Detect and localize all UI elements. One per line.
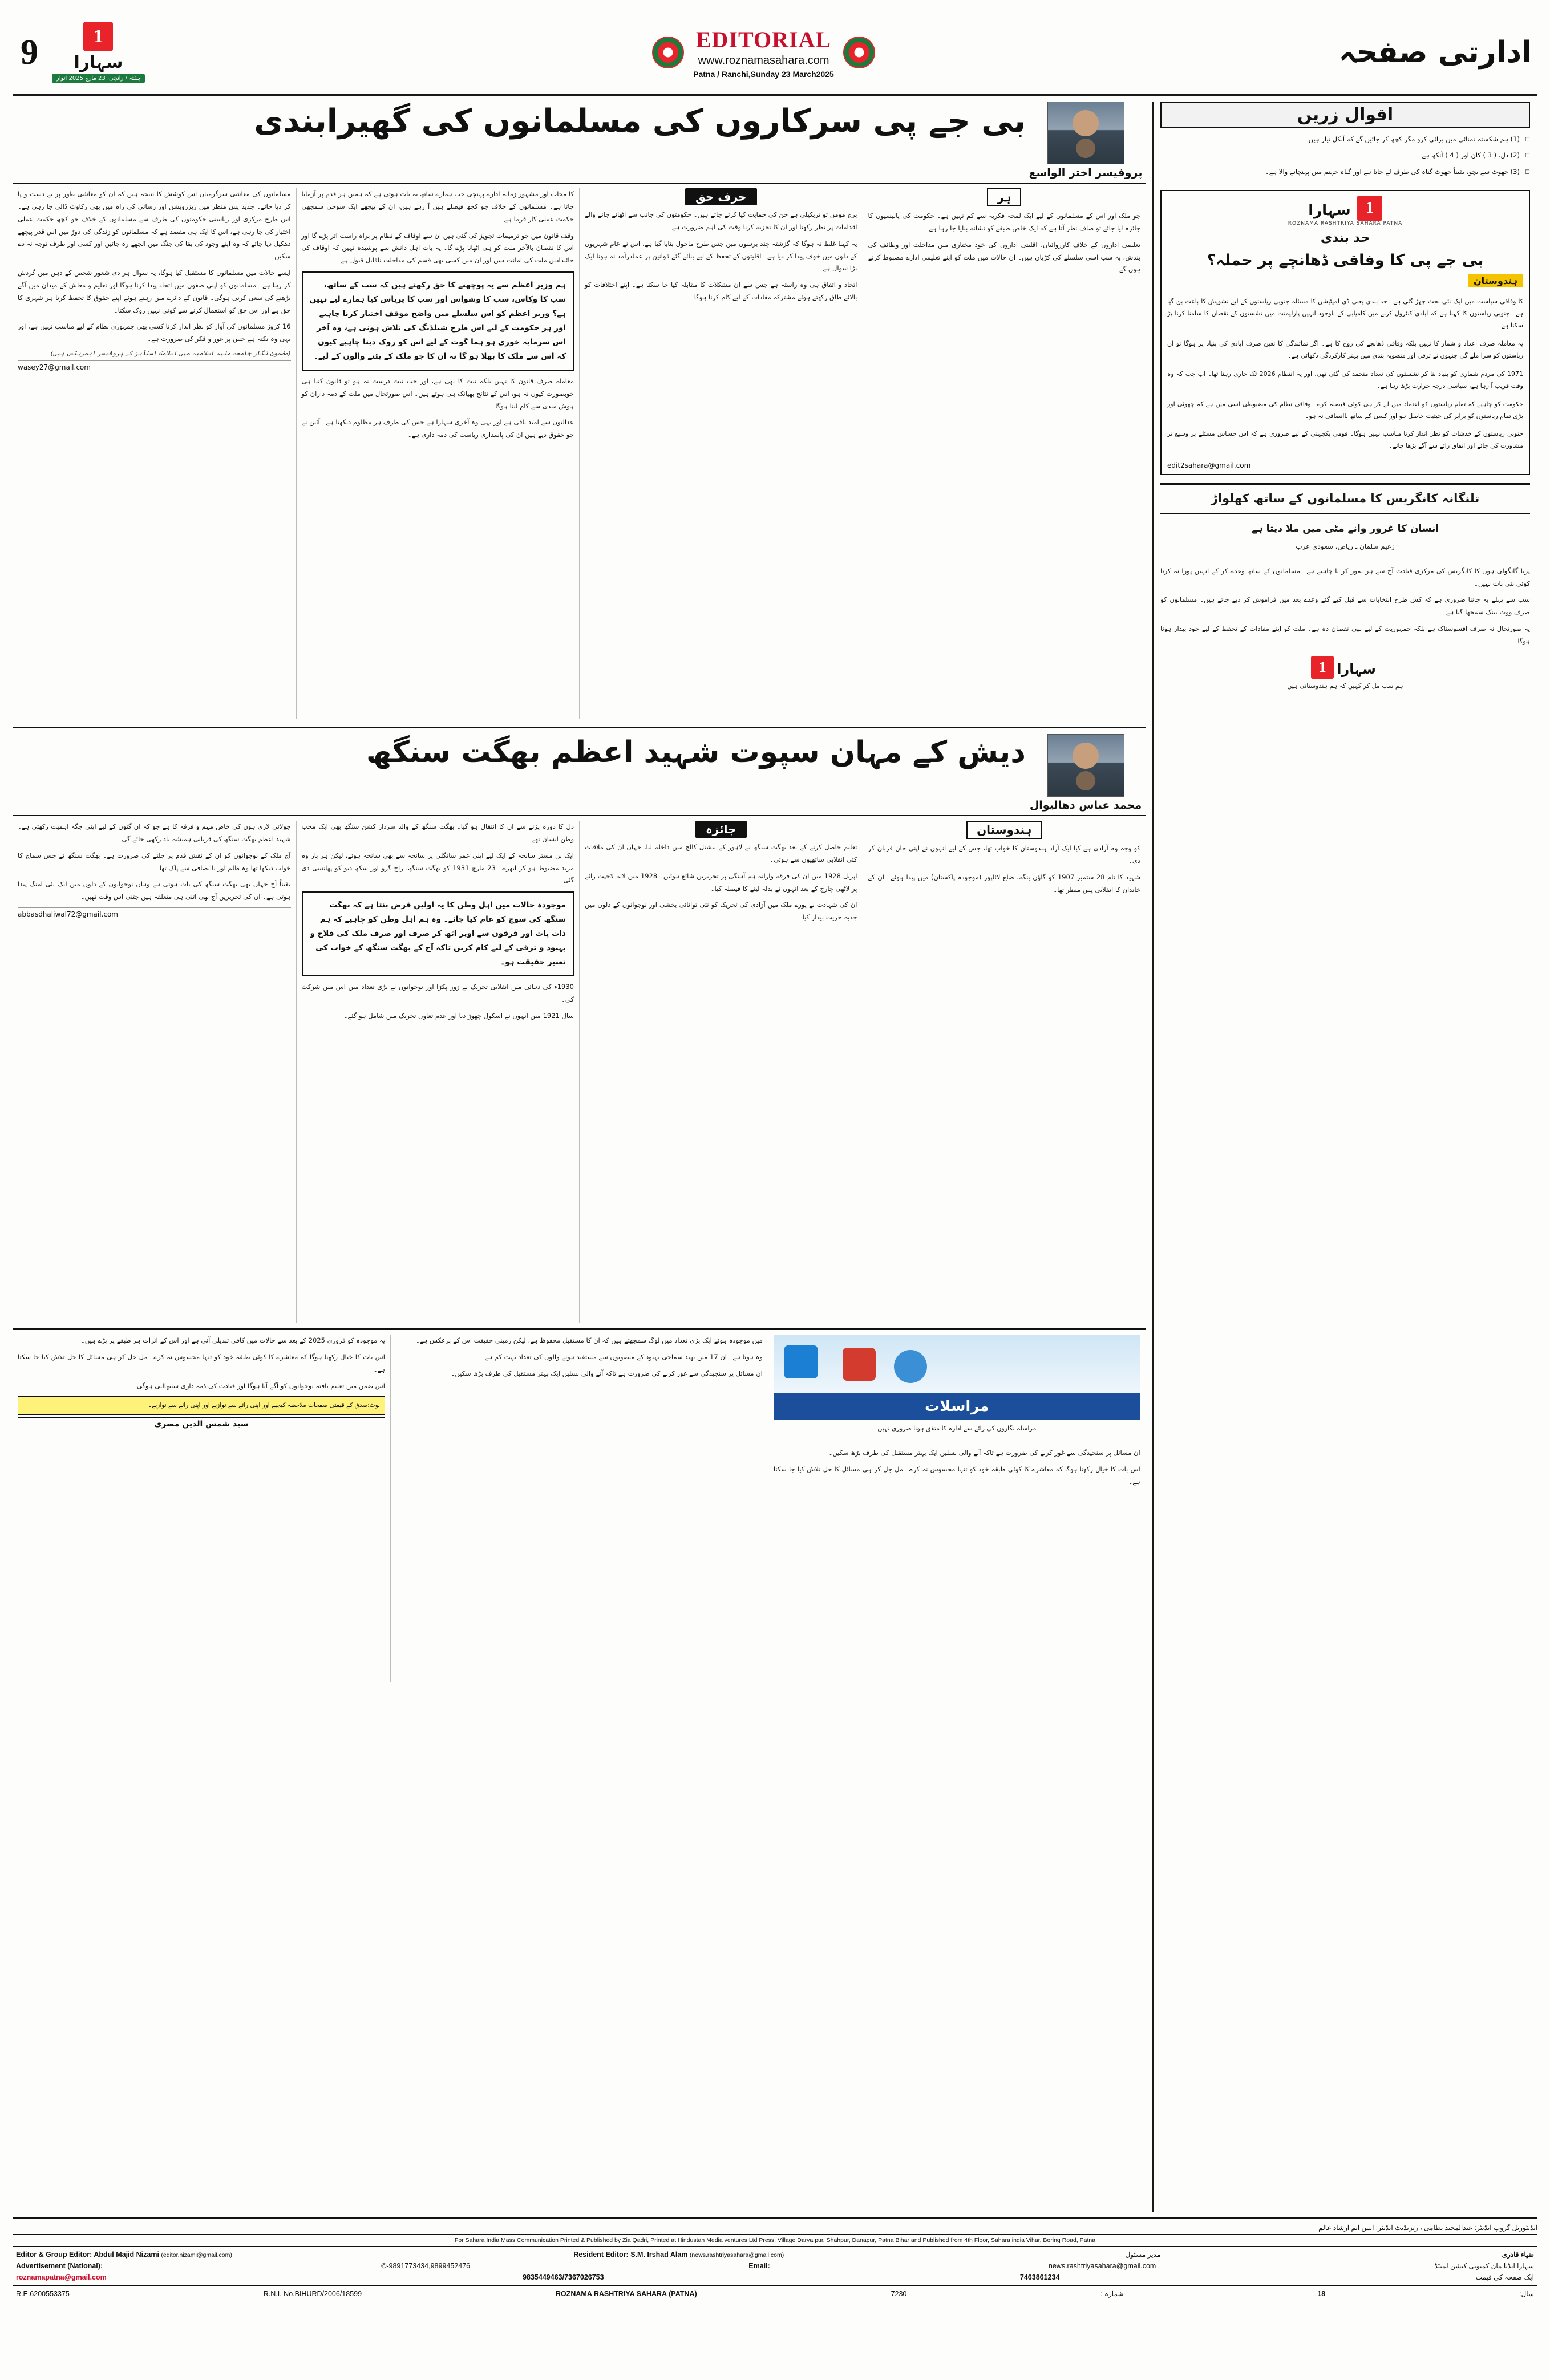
- article1-col-2: [296, 188, 580, 719]
- muralat-banner: [774, 1335, 1140, 1420]
- muralat-band: [774, 1393, 1140, 1420]
- mailbox-icon: [843, 1348, 876, 1381]
- article2-author-name: محمد عباس دھالیوال: [1029, 799, 1142, 812]
- envelope-icon: [784, 1345, 818, 1378]
- article1-column-tag: حرف حق: [685, 188, 757, 205]
- editorial-logo-name: سہارا: [1308, 201, 1351, 219]
- masthead: [13, 10, 1537, 96]
- footer-website[interactable]: roznamapatna@gmail.com: [16, 2273, 107, 2281]
- page-footer: [13, 2217, 1537, 2300]
- editorial-logo-sub: ROZNAMA RASHTRIYA SAHARA PATNA: [1288, 221, 1403, 227]
- aqwal-item: ◻ (3) جھوٹ سے بچو، یقیناً جھوٹ گناہ کی طرف لے جاتا ہے اور گناہ جہنم میں پہنچانے والا ہے۔: [1160, 165, 1530, 178]
- letters-col-middle: [390, 1335, 768, 1682]
- article2-col-3: [579, 821, 863, 1323]
- article-bhagat-singh: [13, 734, 1146, 1323]
- article1-title: بی جے پی سرکاروں کی مسلمانوں کی گھیرابندی: [254, 103, 1026, 140]
- article1-author-tag: ہر: [987, 188, 1021, 206]
- article2-col-1: [13, 821, 296, 1323]
- rosette-right-icon: [843, 37, 875, 68]
- article2-col3-text: تعلیم حاصل کرنے کے بعد بھگت سنگھ نے لاہور کے نیشنل کالج میں داخلہ لیا، جہاں ان کی ملاقات کئی انقلابی ساتھیوں سے ہوئی۔ اپریل 1928 میں ان کی فرقہ وارانہ ہم آہنگی پر تحریریں شائع ہوئیں۔ 1928 میں لالہ لاجپت رائے پر لاٹھی چارج کے بعد انہوں نے بدلہ لینے کا فیصلہ کیا۔ ان کی شہادت نے پورے ملک میں آزادی کی تحریک کو نئی توانائی بخشی اور نوجوانوں کے دلوں میں جذبہ حریت بیدار کیا۔: [585, 843, 857, 922]
- footer-phones: 9835449463/7367026753: [523, 2273, 604, 2281]
- article1-col1-text: مسلمانوں کی معاشی سرگرمیاں اس کوشش کا نتیجہ ہیں کہ ان کو معاشی طور پر بے دست و پا کر دیا جائے۔ جدید پس منظر میں ریزرویشن اور رسائی کی راہ میں بھی رکاوٹ ڈالی جا رہی ہے۔ اس طرح مرکزی اور ریاستی حکومتوں کی طرف سے مسلمانوں کے خلاف جو کچھ حکمت عملی اختیار کی جا رہی ہے، اس کا ایک ہی مقصد ہے کہ مسلمانوں کو زندگی کی دوڑ میں اس قدر پیچھے دھکیل دیا جائے کہ وہ اپنے وجود کی بقا کی جنگ میں الجھے رہ جائیں اور کسی اور طرف توجہ نہ دے سکیں۔ ایسے حالات میں مسلمانوں کا مستقبل کیا ہوگا، یہ سوال ہر ذی شعور شخص کے ذہن میں گردش کر رہا ہے۔ مسلمانوں کو اپنی صفوں میں اتحاد پیدا کرنا ہوگا اور تعلیم و معاش کے میدان میں آگے بڑھنے کی سعی کرنی ہوگی۔ قانون کے دائرے میں رہتے ہوئے اپنے حقوق کا تحفظ کرنا ہر شہری کا حق ہے اور اس حق کو استعمال کرنے سے کوئی نہیں روک سکتا۔ 16 کروڑ مسلمانوں کی آواز کو نظر انداز کرنا کسی بھی جمہوری نظام کے لیے مناسب نہیں ہے، اور یہی وہ نکتہ ہے جس پر غور و فکر کی ضرورت ہے۔: [18, 190, 291, 343]
- letter-signature: سید شمس الدین مصری: [18, 1417, 385, 1429]
- footer-ad-email[interactable]: news.rashtriyasahara@gmail.com: [1048, 2262, 1156, 2270]
- footer-editor-urdu: ایڈیٹوریل گروپ ایڈیٹر: عبدالمجید نظامی ، ریزیڈنٹ ایڈیٹر: ایس ایم ارشاد عالم: [1318, 2224, 1537, 2232]
- dateline: Patna / Ranchi,Sunday 23 March2025: [693, 69, 834, 79]
- muralat-disclaimer: مراسلہ نگاروں کی رائے سے ادارہ کا متفق ہونا ضروری نہیں: [877, 1425, 1037, 1432]
- article1-col-1: [13, 188, 296, 719]
- letters-highlight-note: نوٹ:صدق کے قیمتی صفحات ملاحظہ کیجیے اور اپنی رائے سے نوازیے اور اپنی رائے سے نوازیے۔: [18, 1396, 385, 1415]
- rail-footer-logo-name: سہارا: [1337, 661, 1376, 678]
- telangana-article: [1160, 490, 1530, 692]
- author-portrait: [1047, 102, 1124, 164]
- article1-pullquote: ہم وزیر اعظم سے یہ پوچھنے کا حق رکھتے ہیں کہ سب کے ساتھ، سب کا وکاس، سب کا وشواس اور سب کا پریاس کیا ہمارے لیے نہیں ہے؟ وزیر اعظم کو اس سلسلے میں واضح موقف اختیار کرنا چاہیے اور ہر حکومت کے لیے اس طرح شیلڈنگ کی تلاش ہونی ہے، وہ آخر اس سرمایہ خوری ہو ہما گوت کے لیے اس کو روک دینا چاہیے کیوں کہ اس سے ملک کا بھلا ہو گا نہ ان کا جو ملک کے بٹنے والوں کے لیے۔: [302, 271, 574, 371]
- article2-col-2: [296, 821, 580, 1323]
- website-url[interactable]: www.roznamasahara.com: [698, 54, 829, 67]
- article-divider: [13, 727, 1146, 728]
- footer-group-name: سہارا انڈیا مان کمیونی کیشن لمیٹڈ: [1434, 2262, 1534, 2270]
- article1-author-tag-wrap: [868, 188, 1141, 210]
- telangana-byline: زعیم سلمان ـ ریاض، سعودی عرب: [1296, 542, 1395, 550]
- right-rail: [1154, 102, 1530, 2212]
- article2-col4-text: کو وجہ وہ آزادی ہے کیا ایک آزاد ہندوستان کا خواب تھا، جس کے لیے انہوں نے اپنی جان قربان کر دی۔ شہید کا نام 28 ستمبر 1907 کو گاؤں بنگہ، ضلع لائلپور (موجودہ پاکستان) میں پیدا ہوئے۔ ان کے خاندان کا انقلابی پس منظر تھا۔: [868, 844, 1140, 894]
- editorial-email[interactable]: edit2sahara@gmail.com: [1167, 459, 1523, 469]
- article2-col2-text-b: 1930ء کی دہائی میں انقلابی تحریک نے زور پکڑا اور نوجوانوں نے بڑی تعداد میں اس میں شرکت کی۔ سال 1921 میں انہوں نے اسکول چھوڑ دیا اور عدم تعاون تحریک میں شامل ہو گئے۔: [301, 983, 574, 1020]
- footer-rni: R.N.I. No.BIHURD/2006/18599: [263, 2290, 362, 2298]
- rail-footer-logo: 1 سہارا ہم سب مل کر کہیں کہ ہم ہندوستانی ہیں: [1160, 656, 1530, 692]
- article2-column-tag: جائزہ: [695, 821, 747, 838]
- footer-ad-label: Advertisement (National):: [16, 2262, 103, 2270]
- article1-col-3: [579, 188, 863, 719]
- sahara-logo-icon-small: 1: [1357, 196, 1382, 221]
- article1-header: [13, 102, 1146, 184]
- article1-col3-text: برج مومن تو تریکیلی ہے جن کی حمایت کیا کرتے جاتے ہیں۔ حکومتوں کی جانب سے اٹھائے جانے والے اقدامات پر نظر رکھنا اور ان کا تجزیہ کرنا وقت کی اہم ضرورت ہے۔ یہ کہنا غلط نہ ہوگا کہ گزشتہ چند برسوں میں جس طرح ماحول بنایا گیا ہے، اس نے عام شہریوں کے دلوں میں خوف پیدا کر دیا ہے۔ اقلیتوں کے تحفظ کے لیے بنائے گئے قوانین پر عملدرآمد نہ ہونا ایک بڑا سوال ہے۔ اتحاد و اتفاق ہی وہ راستہ ہے جس سے ان مشکلات کا مقابلہ کیا جا سکتا ہے۔ اپنے اختلافات کو بالائے طاق رکھتے ہوئے مشترکہ مفادات کے لیے کام کرنا ہوگا۔: [585, 210, 857, 302]
- article1-author-email[interactable]: wasey27@gmail.com: [18, 360, 291, 371]
- footer-paper-name: ROZNAMA RASHTRIYA SAHARA (PATNA): [555, 2290, 697, 2298]
- footer-volume: 18: [1317, 2290, 1326, 2298]
- article1-col-4: [863, 188, 1146, 719]
- aqwal-header: [1160, 102, 1530, 128]
- aqwal-title: اقوال زریں: [1297, 105, 1394, 125]
- sahara-logo-icon: 1: [83, 22, 113, 51]
- letters-col-left: [13, 1335, 390, 1682]
- footer-contact-row: [13, 2272, 1537, 2283]
- article2-header: [13, 734, 1146, 816]
- letters-middle-text: میں موجودہ ہوئے ایک بڑی تعداد میں لوگ سمجھتے ہیں کہ ان کا مستقبل محفوظ ہے، لیکن زمینی حقیقت اس کے برعکس ہے۔ وہ ہوتا ہے۔ ان 17 میں بھید سماجی بہبود کے منصوبوں سے مستفید ہونے والوں کی تعداد بہت کم ہے۔ ان مسائل پر سنجیدگی سے غور کرنے کی ضرورت ہے تاکہ آنے والی نسلیں ایک بہتر مستقبل کی طرف بڑھ سکیں۔: [415, 1336, 763, 1377]
- editorial-headline: بی جے پی کا وفاقی ڈھانچے پر حملہ؟: [1207, 251, 1484, 269]
- article2-title: دیش کے مہان سپوت شہید اعظم بھگت سنگھ: [366, 735, 1026, 769]
- rail-footer-slogan: ہم سب مل کر کہیں کہ ہم ہندوستانی ہیں: [1287, 682, 1403, 690]
- article1-author-box: [1026, 102, 1146, 179]
- logo-date-band: ہفتہ / رانچی، 23 مارچ 2025 اتوار: [52, 74, 145, 83]
- article1-author-name: پروفیسر اختر الواسع: [1029, 167, 1143, 179]
- footer-price-label: ایک صفحہ کی قیمت: [1475, 2273, 1534, 2281]
- letters-right-text: ان مسائل پر سنجیدگی سے غور کرنے کی ضرورت ہے تاکہ آنے والی نسلیں ایک بہتر مستقبل کی طرف بڑھ سکیں۔ اس بات کا خیال رکھنا ہوگا کہ معاشرے کا کوئی طبقہ خود کو تنہا محسوس نہ کرے۔ مل جل کر ہی مسائل کا حل تلاش کیا جا سکتا ہے۔: [773, 1448, 1140, 1486]
- footer-editors-row: [13, 2249, 1537, 2260]
- author2-portrait: [1047, 734, 1124, 797]
- editorial-kicker-heading: حد بندی: [1320, 231, 1370, 246]
- article2-author-tag: ہندوستان: [966, 821, 1042, 839]
- footer-resident-email[interactable]: (news.rashtriyasahara@gmail.com): [689, 2252, 784, 2259]
- article2-author-tag-wrap: [868, 821, 1141, 842]
- article2-col2-text: دل کا دورہ پڑنے سے ان کا انتقال ہو گیا۔ بھگت سنگھ کے والد سردار کشن سنگھ بھی ایک محب وطن انسان تھے۔ ایک بن مستر سانحہ کے ایک لیے اپنی عمر سانگلی پر سانحہ سے بھی سانحہ ہوئے، لیکن ہر بار وہ مزید مضبوط ہو کر ابھرے۔ 23 مارچ 1931 کو بھگت سنگھ، راج گرو اور سکھ دیو کو پھانسی دی گئی۔: [301, 822, 574, 885]
- article2-col1-text: جولائی لاری ہوں کی خاص مہم و فرقہ کا ہے جو کہ ان گنوں کے لیے اپنی جگہ اہمیت رکھتی ہے۔ شہید اعظم بھگت سنگھ کی قربانی ہمیشہ یاد رکھی جائے گی۔ آج ملک کے نوجوانوں کو ان کے نقش قدم پر چلنے کی ضرورت ہے۔ بھگت سنگھ نے جس سماج کا خواب دیکھا تھا وہ ظلم اور ناانصافی سے پاک تھا۔ یقیناً آج جہاں بھی بھگت سنگھ کی بات ہوتی ہے وہاں نوجوانوں کے دلوں میں ایک نئی امنگ پیدا ہوتی ہے۔ ان کی تحریریں آج بھی اتنی ہی متعلقہ ہیں جتنی اس وقت تھیں۔: [18, 822, 291, 901]
- footer-editor-label: Editor & Group Editor: Abdul Majid Nizami: [16, 2251, 159, 2259]
- article1-column-tag-wrap: [585, 188, 857, 209]
- aqwal-item: ◻ (1) ہم شکستہ تمنائی میں برائی کرو مگر کچھ کر جائیں گے کہ آنکل تیار ہیں۔: [1160, 133, 1530, 145]
- airplane-icon: [894, 1350, 927, 1383]
- main-content: [13, 102, 1154, 2212]
- footer-email-label: Email:: [748, 2262, 770, 2270]
- footer-editor-responsible-name: ضیاء قادری: [1502, 2251, 1534, 2259]
- editorial-title: EDITORIAL: [695, 26, 832, 52]
- footer-legal-row: [13, 2288, 1537, 2300]
- article1-col2-text-b: معاملہ صرف قانون کا نہیں بلکہ نیت کا بھی ہے، اور جب نیت درست نہ ہو تو قانون کتنا ہی خوبصورت کیوں نہ ہو، اس کے نتائج بھیانک ہی ہوتے ہیں۔ اس صورتحال میں ملت کے ذمہ داران کو ہوش مندی سے کام لینا ہوگا۔ عدالتوں سے امید باقی ہے اور یہی وہ آخری سہارا ہے جس کی طرف ہر مظلوم دیکھتا ہے۔ آئین نے جو حقوق دیے ہیں ان کی پاسداری ریاست کی ذمہ داری ہے۔: [301, 376, 574, 439]
- page-number: 9: [21, 33, 38, 72]
- footer-editor-email[interactable]: (editor.nizami@gmail.com): [161, 2252, 232, 2259]
- article1-col2-text: کا مجاب اور مشہور زمانہ ادارے پہنچی جب ہمارے ساتھ یہ بات ہوتی ہے کہ ہمیں ہر قدم پر آزمایا جاتا ہے۔ مسلمانوں کے خلاف جو کچھ فیصلے ہیں آ رہے ہیں، ان کے پیچھے ایک سوچی سمجھی حکمت عملی کار فرما ہے۔ وقف قانون میں جو ترمیمات تجویز کی گئی ہیں ان سے اوقاف کے نظام پر براہ راست اثر پڑے گا اور اس کا نقصان بالآخر ملت کو ہی اٹھانا پڑے گا۔ یہ بات اہل دانش سے پوشیدہ نہیں کہ اوقاف کی جائیدادیں ملت کی امانت ہیں اور ان میں کسی بھی قسم کی مداخلت ناقابل قبول ہے۔: [301, 190, 574, 265]
- footer-issue-number: 7230: [891, 2290, 907, 2298]
- masthead-right: [1269, 10, 1537, 94]
- footer-re-number: R.E.6200553375: [16, 2290, 70, 2298]
- telangana-subtitle: انسان کا غرور وانے مٹی میں ملا دیتا ہے: [1251, 522, 1439, 534]
- letters-left-text: یہ موجودہ کو فروری 2025 کے بعد سے حالات میں کافی تبدیلی آئی ہے اور اس کے اثرات ہر طبقے پر پڑے ہیں۔ اس بات کا خیال رکھنا ہوگا کہ معاشرے کا کوئی طبقہ خود کو تنہا محسوس نہ کرے۔ مل جل کر ہی مسائل کا حل تلاش کیا جا سکتا ہے۔ اس ضمن میں تعلیم یافتہ نوجوانوں کو آگے آنا ہوگا اور قیادت کی ذمہ داری سنبھالنی ہوگی۔: [18, 1336, 385, 1390]
- article1-columns: [13, 188, 1146, 719]
- letters-col-masthead: [768, 1335, 1146, 1682]
- footer-phone2: 7463861234: [1019, 2273, 1060, 2281]
- page-title-urdu: ادارتی صفحہ: [1338, 35, 1532, 70]
- telangana-body: پریا گانگولی ہوں کا کانگریس کی مرکزی قیادت آج سے ہر نمور کر یا چاہیے ہے۔ مسلمانوں کے ساتھ وعدے کر کے انہیں پورا نہ کرنا کوئی نئی بات نہیں۔ سب سے پہلے یہ جاننا ضروری ہے کہ کس طرح انتخابات سے قبل کیے گئے وعدے بعد میں فراموش کر دیے جاتے ہیں۔ مسلمانوں کو صرف ووٹ بینک سمجھا گیا ہے۔ یہ صورتحال نہ صرف افسوسناک ہے بلکہ جمہوریت کے لیے بھی نقصان دہ ہے۔ ملت کو اپنے مفادات کے تحفظ کے لیے خود بیدار ہونا ہوگا۔: [1160, 566, 1530, 645]
- footer-issue-label: شمارہ :: [1100, 2290, 1124, 2298]
- logo-name: سہارا: [74, 52, 123, 72]
- footer-ads-row: [13, 2260, 1537, 2272]
- footer-publisher-note: For Sahara India Mass Communication Printed & Published by Zia Qadri, Printed at Hindustan Media ventures Ltd Press, Village Darya pur, Shahpur, Danapur, Patna Bihar and Published from 4th Floor, Sahara india Vihar, Boring Road, Patna: [454, 2237, 1096, 2244]
- editorial-section-kicker: ہندوستان: [1468, 274, 1523, 287]
- page-body: [13, 102, 1537, 2212]
- article-bjp-siege: [13, 102, 1146, 719]
- footer-ad-phone: ©-9891773434,9899452476: [381, 2262, 471, 2270]
- editorial-box: [1160, 190, 1530, 475]
- rosette-left-icon: [652, 37, 684, 68]
- article2-pullquote: موجودہ حالات میں اہل وطن کا یہ اولین فرض بنتا ہے کہ بھگت سنگھ کی سوچ کو عام کیا جائے۔ وہ ہم اہل وطن کو چاہیے کہ ہم ذات پات اور فرقوں سے اوپر اٹھ کر صرف اور صرف ملک کی فلاح و بہبود و ترقی کے لیے کام کریں تاکہ آج کے بھگت سنگھ کے خواب کی تعبیر حقیقت ہو۔: [302, 891, 574, 976]
- article2-column-tag-wrap: [585, 821, 857, 841]
- editorial-body: کا وفاقی سیاست میں ایک نئی بحث چھڑ گئی ہے۔ حد بندی یعنی ڈی لمیٹیشن کا مسئلہ جنوبی ریاستوں کے لیے تشویش کا باعث بن گیا ہے۔ جنوبی ریاستوں کا کہنا ہے کہ آبادی کنٹرول کرنے میں کامیابی کے باوجود انہیں پارلیمنٹ میں نشستوں کے نقصان کا سامنا کرنا پڑ سکتا ہے۔ یہ معاملہ صرف اعداد و شمار کا نہیں بلکہ وفاقی ڈھانچے کی روح کا ہے۔ اگر نمائندگی کا تعین صرف آبادی کی بنیاد پر ہوگا تو ان ریاستوں کو سزا ملے گی جنہوں نے ترقی اور منصوبہ بندی میں بہتر کارکردگی دکھائی ہے۔ 1971 کی مردم شماری کو بنیاد بنا کر نشستوں کی تعداد منجمد کی گئی تھی، اور یہ انتظام 2026 تک جاری رہنا تھا۔ اب جب کہ وہ وقت قریب آ رہا ہے، سیاسی درجہ حرارت بڑھ رہا ہے۔ حکومت کو چاہیے کہ تمام ریاستوں کو اعتماد میں لے کر ہی کوئی فیصلہ کرے۔ وفاقی نظام کی مضبوطی اسی میں ہے کہ چھوٹی اور بڑی تمام ریاستوں کو برابر کی حیثیت حاصل ہو اور کسی کے ساتھ ناانصافی نہ ہو۔ جنوبی ریاستوں کے خدشات کو نظر انداز کرنا مناسب نہیں ہوگا۔ قومی یکجہتی کے لیے ضروری ہے کہ اس حساس مسئلے پر وسیع تر مشاورت کی جائے اور اتفاق رائے سے آگے بڑھا جائے۔: [1167, 298, 1523, 450]
- letters-section: [13, 1328, 1146, 1682]
- article2-author-email[interactable]: abbasdhaliwal72@gmail.com: [18, 907, 291, 918]
- telangana-title: تلنگانہ کانگریس کا مسلمانوں کے ساتھ کھلواڑ: [1211, 492, 1480, 506]
- editorial-logo: [1167, 196, 1523, 226]
- footer-resident-editor: Resident Editor: S.M. Irshad Alam: [573, 2251, 688, 2259]
- aqwal-item: ◻ (2) دل، ( 3 ) کان اور ( 4 ) آنکھ ہے۔: [1160, 149, 1530, 161]
- article2-author-box: [1026, 734, 1146, 812]
- muralat-title: مراسلات: [924, 1398, 989, 1415]
- footer-year-label: سال:: [1519, 2290, 1534, 2298]
- masthead-left: [13, 10, 258, 94]
- newspaper-logo: [52, 22, 145, 83]
- article2-columns: [13, 821, 1146, 1323]
- article1-author-note: (مضمون نگار جامعہ ملیہ اسلامیہ میں اسلامک اسٹڈیز کے پروفیسر ایمریٹس ہیں): [50, 350, 291, 358]
- aqwal-list: [1160, 133, 1530, 178]
- masthead-center: [258, 10, 1269, 94]
- article2-col-4: [863, 821, 1146, 1323]
- article1-col4-text: جو ملک اور اس کے مسلمانوں کے لیے ایک لمحہ فکریہ سے کم نہیں ہے۔ حکومت کی پالیسیوں کا جائزہ لیا جائے تو صاف نظر آتا ہے کہ ایک خاص طبقے کو نشانہ بنایا جا رہا ہے۔ تعلیمی اداروں کے خلاف کارروائیاں، اقلیتی اداروں کی خود مختاری میں مداخلت اور وظائف کی بندش، یہ سب اسی سلسلے کی کڑیاں ہیں۔ ان حالات میں ملت کو اپنے تعلیمی ادارے مضبوط کرنے ہوں گے۔: [868, 212, 1140, 274]
- footer-editor-responsible-label: مدیر مسئول: [1125, 2251, 1161, 2259]
